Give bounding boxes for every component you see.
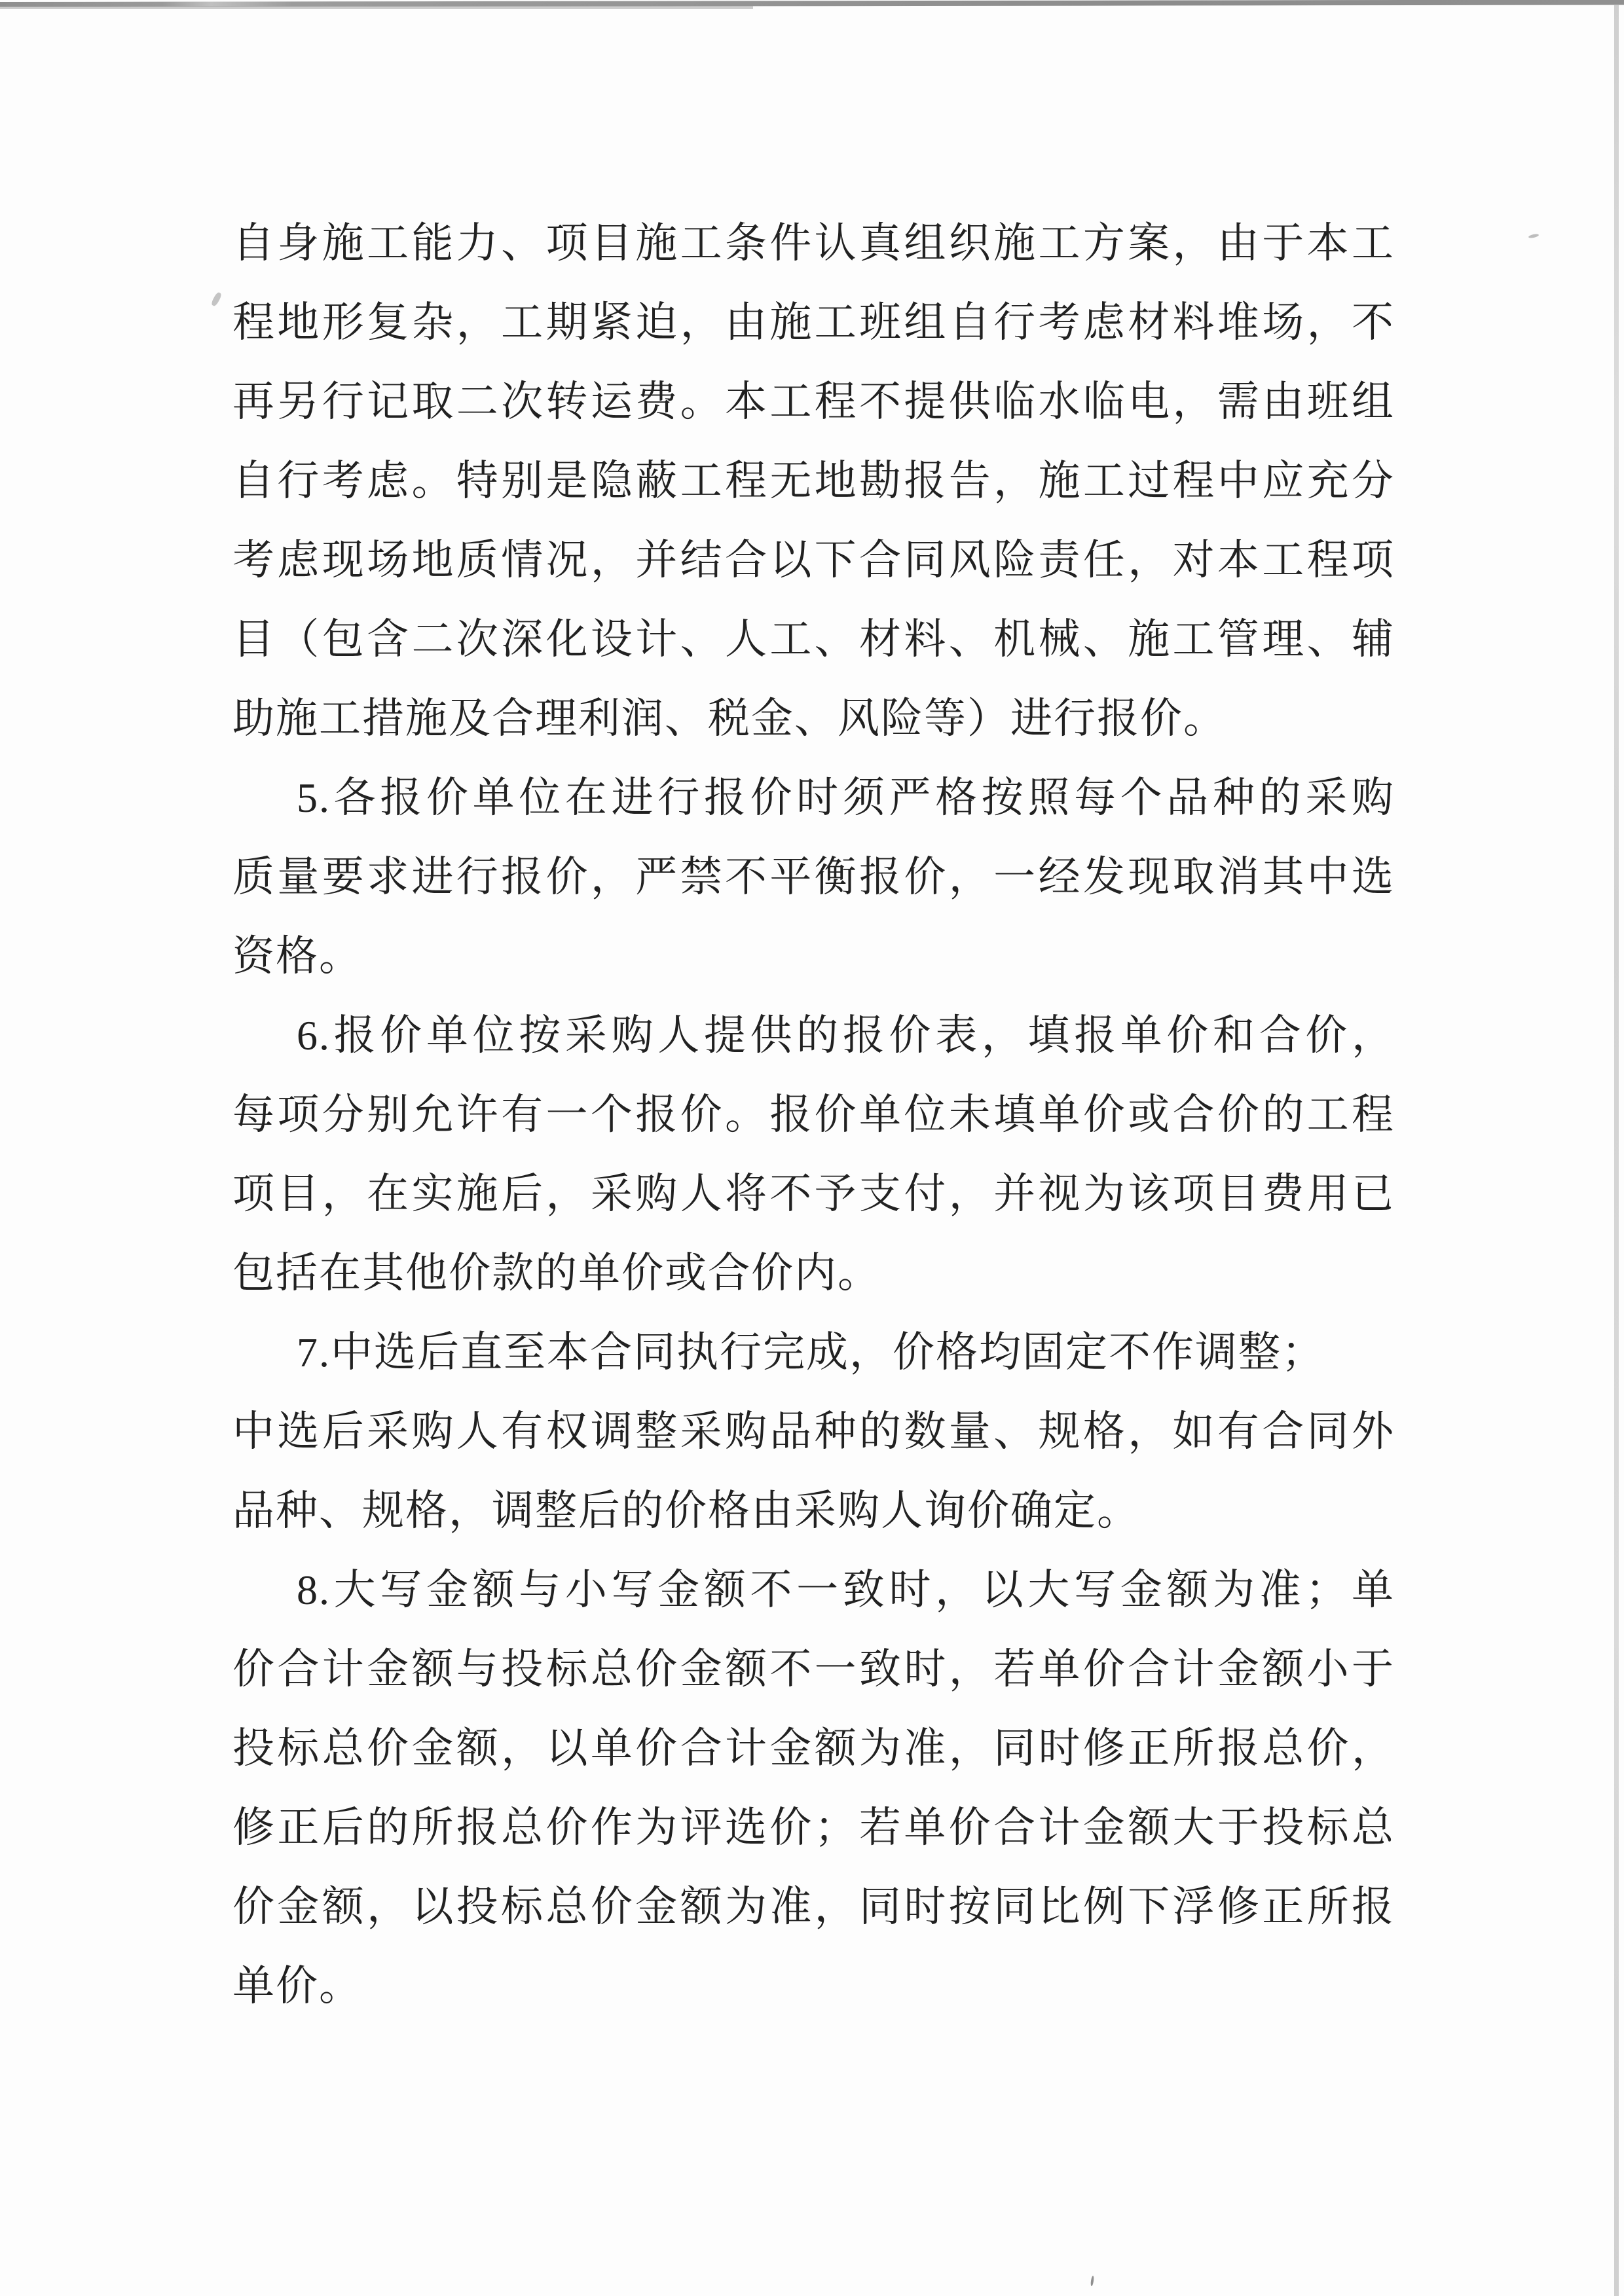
text-line: 再另行记取二次转运费。本工程不提供临水临电，需由班组 bbox=[232, 378, 1395, 425]
text-line: 每项分别允许有一个报价。报价单位未填单价或合价的工程 bbox=[232, 1091, 1395, 1138]
text-line: 中选后采购人有权调整采购品种的数量、规格，如有合同外 bbox=[232, 1408, 1395, 1455]
text-line: 6.报价单位按采购人提供的报价表，填报单价和合价， bbox=[297, 1012, 1395, 1059]
text-line: 考虑现场地质情况，并结合以下合同风险责任，对本工程项 bbox=[232, 537, 1395, 583]
text-line: 修正后的所报总价作为评选价；若单价合计金额大于投标总 bbox=[232, 1804, 1395, 1851]
text-line: 助施工措施及合理利润、税金、风险等）进行报价。 bbox=[232, 695, 1227, 742]
text-line: 自身施工能力、项目施工条件认真组织施工方案，由于本工 bbox=[232, 220, 1395, 266]
text-line: 8.大写金额与小写金额不一致时，以大写金额为准；单 bbox=[297, 1567, 1395, 1613]
text-line: 包括在其他价款的单价或合价内。 bbox=[232, 1250, 881, 1296]
text-line: 程地形复杂，工期紧迫，由施工班组自行考虑材料堆场，不 bbox=[232, 299, 1395, 346]
text-line: 7.中选后直至本合同执行完成，价格均固定不作调整； bbox=[297, 1329, 1325, 1376]
text-line: 价合计金额与投标总价金额不一致时，若单价合计金额小于 bbox=[232, 1646, 1395, 1692]
text-line: 价金额，以投标总价金额为准，同时按同比例下浮修正所报 bbox=[232, 1884, 1395, 1930]
text-line: 投标总价金额，以单价合计金额为准，同时修正所报总价， bbox=[232, 1725, 1395, 1772]
text-line: 目（包含二次深化设计、人工、材料、机械、施工管理、辅 bbox=[232, 616, 1395, 663]
text-line: 项目，在实施后，采购人将不予支付，并视为该项目费用已 bbox=[232, 1171, 1395, 1217]
text-line: 自行考虑。特别是隐蔽工程无地勘报告，施工过程中应充分 bbox=[232, 458, 1395, 504]
text-line: 5.各报价单位在进行报价时须严格按照每个品种的采购 bbox=[297, 774, 1395, 821]
text-line: 质量要求进行报价，严禁不平衡报价，一经发现取消其中选 bbox=[232, 854, 1395, 900]
text-line: 品种、规格，调整后的价格由采购人询价确定。 bbox=[232, 1487, 1140, 1534]
text-line: 资格。 bbox=[232, 933, 362, 979]
text-line: 单价。 bbox=[232, 1963, 362, 2009]
